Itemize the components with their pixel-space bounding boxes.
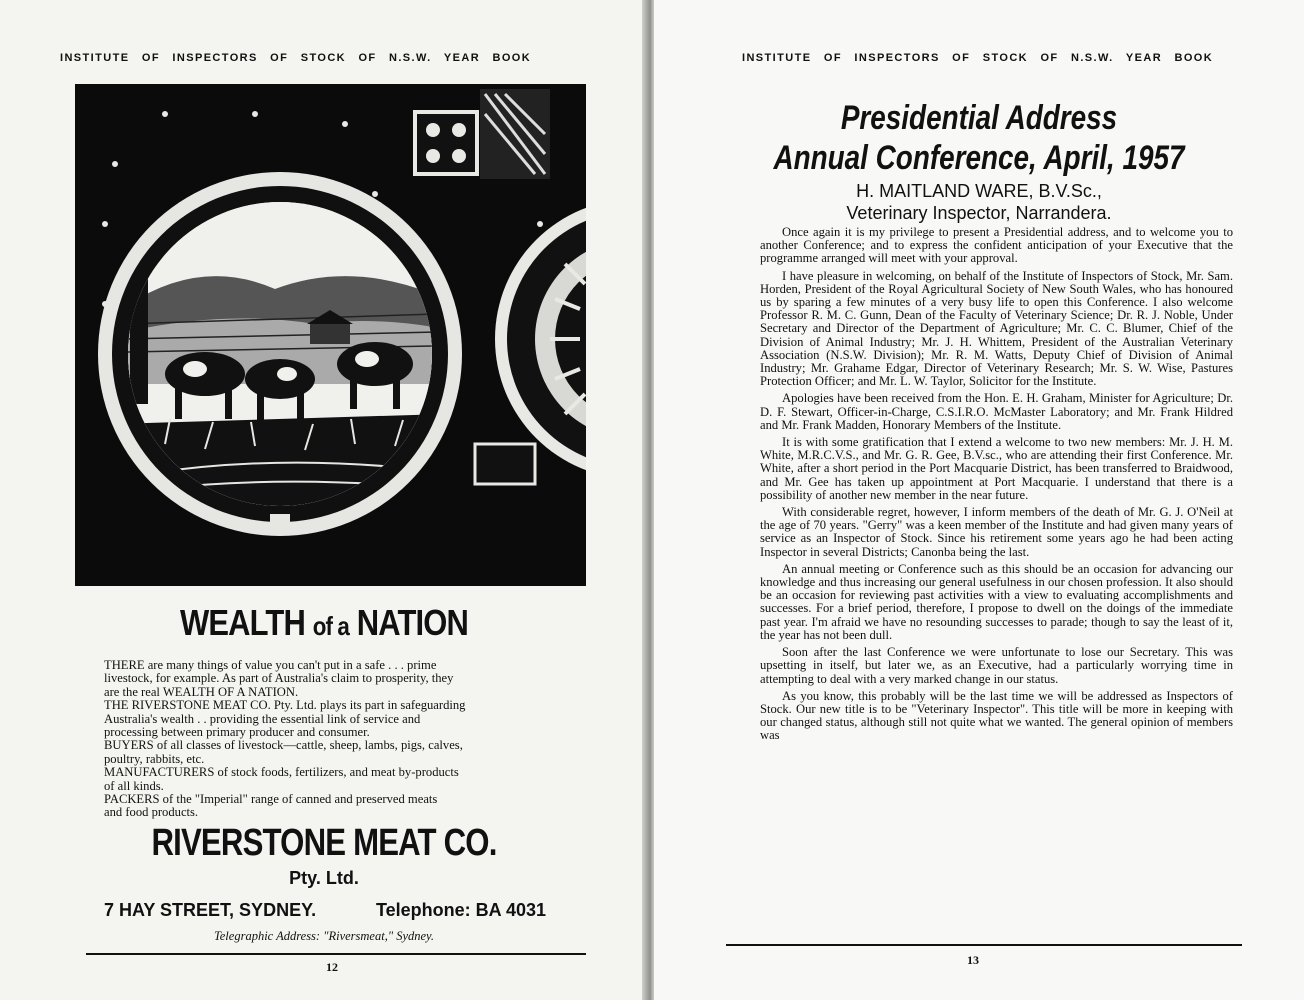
company-suffix: Pty. Ltd. (289, 868, 359, 888)
article-title (654, 98, 1304, 178)
article-author (654, 180, 1304, 224)
ad-headline (45, 602, 602, 644)
footer-rule (726, 944, 1242, 946)
paragraph: I have pleasure in welcoming, on behalf of the Institute of Inspectors of Stock, Mr. Sam. Horden, President of the Royal Agricultural Society of New South Wales, who has honoured us by sparing a few minutes of a very busy life to open this Conference. I also welcome Professor R. M. C. Gunn, Dean of the Faculty of Veterinary Science; Dr. R. J. Noble, Under Secretary and Director of the Department of Agriculture; Mr. C. C. Blumer, Chief of the Division of Animal Industry; Mr. J. H. Whittem, President of the Australian Veterinary Association (N.S.W. Division); Mr. R. M. Watts, Deputy Chief of Division of Animal Industry; Mr. Grahame Edgar, Director of Veterinary Research; Mr. S. W. Wise, Pastures Protection Officer; and Mr. L. W. Taylor, Solicitor for the Institute. (760, 268, 1233, 389)
title-line-2: Annual Conference, April, 1957 (773, 139, 1185, 177)
title-line-1: Presidential Address (840, 99, 1118, 137)
headline-word-of-a: of a (312, 611, 350, 641)
running-head: INSTITUTE OF INSPECTORS OF STOCK OF N.S.W. YEAR BOOK (742, 52, 1214, 64)
paragraph: Once again it is my privilege to present a Presidential address, and to welcome you to another Conference; and to express the confident anticipation of your Executive that the programme arranged will meet with your approval. (760, 225, 1233, 266)
ad-line: and food products. (104, 805, 199, 820)
headline-word-nation: NATION (356, 602, 468, 643)
left-page (0, 0, 648, 1000)
paragraph: With considerable regret, however, I inform members of the death of Mr. G. J. O'Neil at the age of 70 years. "Gerry" was a keen member of the Institute and had given many years of service as an Inspector of Stock. Since his retirement some years ago he had been acting Inspector in several Districts; Canonba being the last. (760, 505, 1233, 559)
right-page (654, 0, 1304, 1000)
ad-line: MANUFACTURERS of stock foods, fertilizers, and meat by-products (104, 765, 459, 780)
ad-line: poultry, rabbits, etc. (104, 751, 205, 766)
page-number: 13 (967, 953, 979, 967)
author-role: Veterinary Inspector, Narrandera. (846, 203, 1112, 223)
ad-line: PACKERS of the "Imperial" range of canned and preserved meats (104, 792, 438, 807)
ad-line: livestock, for example. As part of Australia's claim to prosperity, they (104, 671, 454, 686)
running-head: INSTITUTE OF INSPECTORS OF STOCK OF N.S.W. YEAR BOOK (60, 52, 532, 64)
ad-body-text (104, 659, 574, 820)
company-telephone: Telephone: BA 4031 (376, 900, 547, 920)
ad-line: Australia's wealth . . providing the essential link of service and (104, 711, 421, 726)
page-number: 12 (326, 960, 338, 974)
company-address: 7 HAY STREET, SYDNEY. (104, 900, 317, 920)
paragraph: Soon after the last Conference we were unfortunate to lose our Secretary. This was upsetting in itself, but later we, as an Executive, had a particularly worrying time in attempting to deal with a very marked change in our status. (760, 645, 1233, 686)
telegraphic-address: Telegraphic Address: "Riversmeat," Sydney. (213, 929, 435, 943)
ad-line: of all kinds. (104, 778, 164, 793)
vault-illustration (75, 84, 586, 586)
article-body (760, 226, 1233, 747)
footer-rule (86, 953, 586, 955)
ad-line: processing between primary producer and consumer. (104, 725, 370, 740)
paragraph: An annual meeting or Conference such as this should be an occasion for advancing our knowledge and thus increasing our general usefulness in our chosen profession. It also should be an occasion for reviewing past activities with a view to evaluating accomplishments and successes. For a brief period, therefore, I propose to dwell on the doings of the immediate past year. I'm afraid we have no resounding successes to parade; though to say the least of it, the year has not been dull. (760, 561, 1233, 642)
ad-line: THE RIVERSTONE MEAT CO. Pty. Ltd. plays its part in safeguarding (104, 698, 466, 713)
ad-line: are the real WEALTH OF A NATION. (104, 684, 299, 699)
headline-word-wealth: WEALTH (179, 602, 305, 643)
ad-line: THERE are many things of value you can't put in a safe . . . prime (104, 658, 437, 672)
company-name: RIVERSTONE MEAT CO. (151, 822, 497, 864)
paragraph: It is with some gratification that I extend a welcome to two new members: Mr. J. H. M. White, M.R.C.V.S., and Mr. G. R. Gee, B.V.sc., who are attending their first Conference. Mr. White, after a short period in the Port Macquarie District, has been transferred to Braidwood, and Mr. Gee has taken up appointment at Port Macquarie. I understand that there is a possibility of another new member in the near future. (760, 435, 1233, 502)
paragraph: Apologies have been received from the Hon. E. H. Graham, Minister for Agriculture; Dr. D. F. Stewart, Officer-in-Charge, C.S.I.R.O. McMaster Laboratory; and Mr. Frank Hildred and Mr. Frank Madden, Honorary Members of the Institute. (760, 391, 1233, 432)
ad-line: BUYERS of all classes of livestock—cattle, sheep, lambs, pigs, calves, (104, 738, 463, 753)
vault-cattle-woodcut (75, 84, 586, 586)
paragraph: As you know, this probably will be the last time we will be addressed as Inspectors of Stock. Our new title is to be "Veterinary Inspector". This title will be more in keeping with our changed status, although still not quite what we wanted. The general opinion of members was (760, 688, 1233, 743)
author-name: H. MAITLAND WARE, B.V.Sc., (856, 181, 1102, 201)
